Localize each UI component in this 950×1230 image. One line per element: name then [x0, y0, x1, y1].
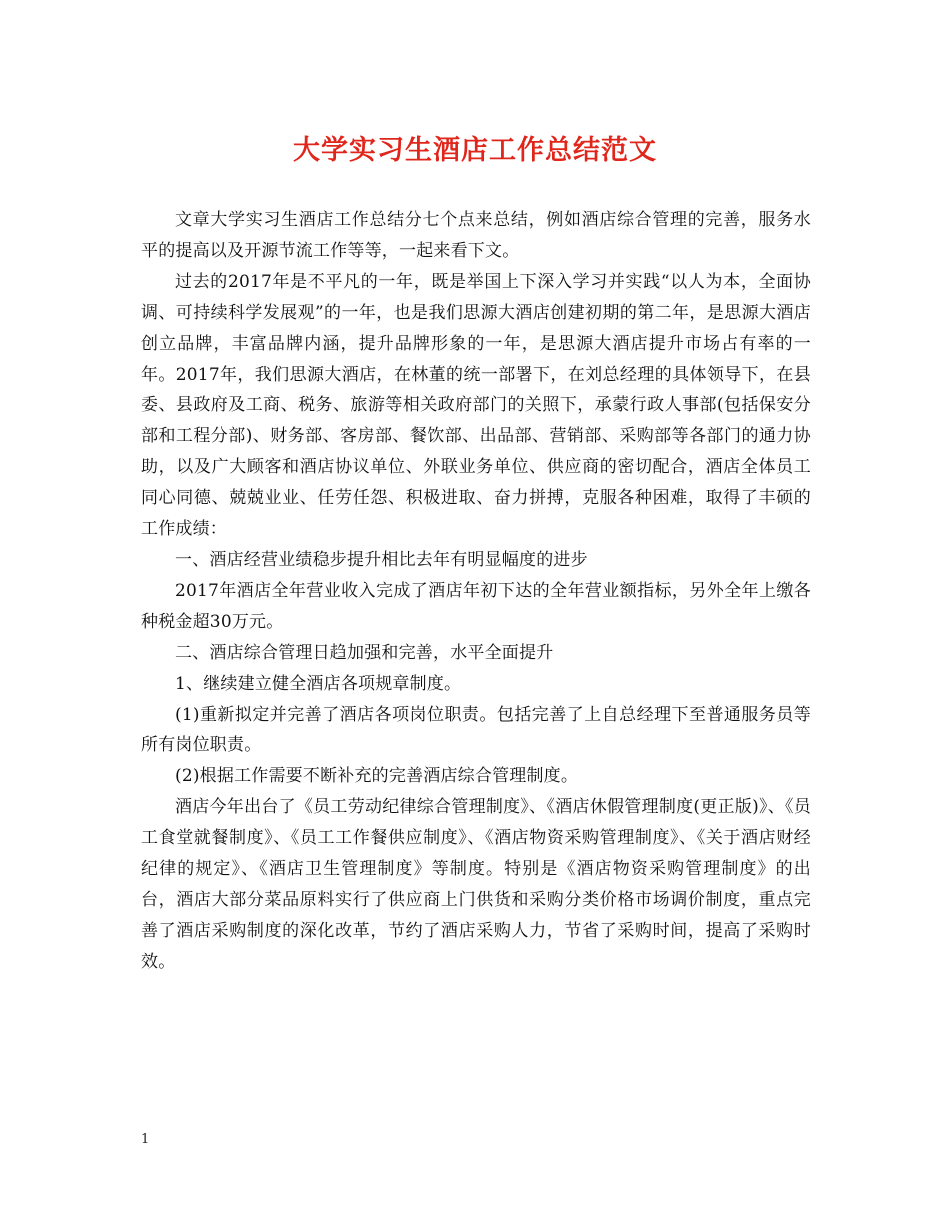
document-body — [141, 205, 811, 978]
paragraph-regulations: 酒店今年出台了《员工劳动纪律综合管理制度》、《酒店休假管理制度(更正版)》、《员工食堂就餐制度》、《员工工作餐供应制度》、《酒店物资采购管理制度》、《关于酒店财经纪律的规定》、《酒店卫生管理制度》等制度。特别是《酒店物资采购管理制度》的出台，酒店大部分菜品原料实行了供应商上门供货和采购分类价格市场调价制度，重点完善了酒店采购制度的深化改革，节约了酒店采购人力，节省了采购时间，提高了采购时效。 — [141, 797, 811, 972]
page-number: 1 — [141, 1132, 150, 1147]
list-item-1: (1)重新拟定并完善了酒店各项岗位职责。包括完善了上自总经理下至普通服务员等所有岗位职责。 — [141, 704, 811, 756]
subsection-heading-1: 1、继续建立健全酒店各项规章制度。 — [175, 673, 462, 694]
paragraph-revenue: 2017年酒店全年营业收入完成了酒店年初下达的全年营业额指标，另外全年上缴各种税金超30万元。 — [141, 580, 811, 632]
document-title: 大学实习生酒店工作总结范文 — [293, 135, 657, 166]
list-item-2: (2)根据工作需要不断补充的完善酒店综合管理制度。 — [175, 766, 579, 787]
section-heading-2: 二、酒店综合管理日趋加强和完善，水平全面提升 — [175, 642, 554, 663]
section-heading-1: 一、酒店经营业绩稳步提升相比去年有明显幅度的进步 — [175, 549, 588, 570]
paragraph-review: 过去的2017年是不平凡的一年，既是举国上下深入学习并实践“以人为本，全面协调、可持续科学发展观”的一年，也是我们思源大酒店创建初期的第二年，是思源大酒店创立品牌，丰富品牌内涵，提升品牌形象的一年，是思源大酒店提升市场占有率的一年。2017年，我们思源大酒店，在林董的统一部署下，在刘总经理的具体领导下，在县委、县政府及工商、税务、旅游等相关政府部门的关照下，承蒙行政人事部(包括保安分部和工程分部)、财务部、客房部、餐饮部、出品部、营销部、采购部等各部门的通力协助，以及广大顾客和酒店协议单位、外联业务单位、供应商的密切配合，酒店全体员工同心同德、兢兢业业、任劳任怨、积极进取、奋力拼搏，克服各种困难，取得了丰硕的工作成绩： — [141, 271, 811, 540]
paragraph-intro: 文章大学实习生酒店工作总结分七个点来总结，例如酒店综合管理的完善，服务水平的提高以及开源节流工作等等，一起来看下文。 — [141, 210, 811, 261]
